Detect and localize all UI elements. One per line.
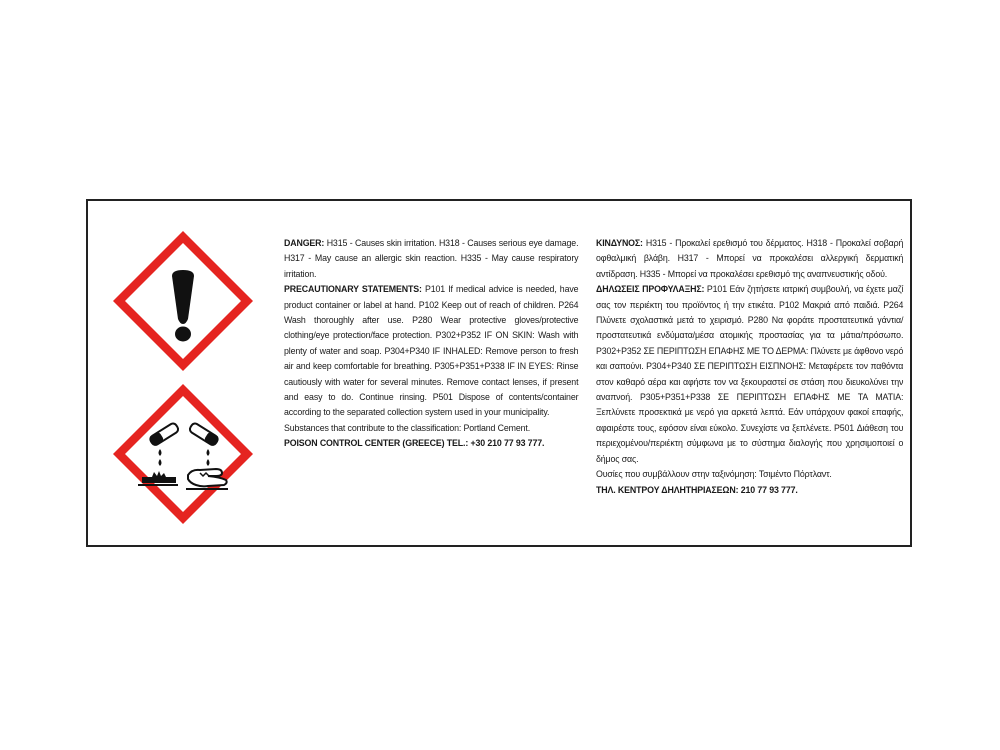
- precautionary-heading: PRECAUTIONARY STATEMENTS:: [284, 284, 422, 296]
- ghs-corrosion-pictogram: [108, 379, 258, 529]
- danger-text: H315 - Causes skin irritation. H318 - Causes serious eye damage. H317 - May cause an allergic skin reaction. H335 - May cause respiratory irritation.: [284, 238, 579, 280]
- poison-control-center: POISON CONTROL CENTER (GREECE) TEL.: +30 210 77 93 777.: [284, 438, 545, 450]
- danger-heading: DANGER:: [284, 238, 325, 249]
- precautionary-text: P101 If medical advice is needed, have product container or label at hand. P102 Keep out of reach of children. P264 Wash thoroughly after use. P280 Wear protective gloves/protective clothing/eye protection/face protection. P302+P352 IF ON SKIN: Wash with plenty of water and soap. P304+P340 IF INHALED: Remove person to fresh air and keep comfortable for breathing. P305+P351+P338 IF IN EYES: Rinse cautiously with water for several minutes. Remove contact lenses, if present and easy to do. Continue rinsing. P501 Dispose of contents/container according to the separated collection system used in your municipality.: [284, 284, 579, 419]
- ghs-exclamation-pictogram: [108, 226, 258, 376]
- substances-statement: Substances that contribute to the classification: Portland Cement.: [284, 422, 531, 434]
- danger-statement: [284, 236, 578, 282]
- danger-statement-greek: [596, 236, 903, 282]
- poison-control-center-greek: ΤΗΛ. ΚΕΝΤΡΟΥ ΔΗΛΗΤΗΡΙΑΣΕΩΝ: 210 77 93 777.: [596, 484, 798, 496]
- corrosion-icon: [108, 379, 258, 529]
- precautionary-statement-greek: [596, 282, 903, 467]
- english-text-column: [284, 236, 578, 452]
- exclamation-mark-icon: [108, 226, 258, 376]
- precautionary-text-greek: P101 Εάν ζητήσετε ιατρική συμβουλή, να έχετε μαζί σας τον περιέκτη του προϊόντος ή την ετικέτα. P102 Μακριά από παιδιά. P264 Πλύνετε σχολαστικά μετά το χειρισμό. P280 Να φοράτε προστατευτικά γάντια/προστατευτικά ενδύματα/μέσα ατομικής προστασίας για τα μάτια/πρόσωπο. P302+P352 ΣΕ ΠΕΡΙΠΤΩΣΗ ΕΠΑΦΗΣ ΜΕ ΤΟ ΔΕΡΜΑ: Πλύνετε με άφθονο νερό και σαπούνι. P304+P340 ΣΕ ΠΕΡΙΠΤΩΣΗ ΕΙΣΠΝΟΗΣ: Μεταφέρετε τον παθόντα στον καθαρό αέρα και αφήστε τον να ξεκουραστεί σε στάση που διευκολύνει την αναπνοή. P305+P351+P338 ΣΕ ΠΕΡΙΠΤΩΣΗ ΕΠΑΦΗΣ ΜΕ ΤΑ ΜΑΤΙΑ: Ξεπλύνετε προσεκτικά με νερό για αρκετά λεπτά. Εάν υπάρχουν φακοί επαφής, αφαιρέστε τους, εφόσον είναι εύκολο. Συνεχίστε να ξεπλένετε. P501 Διάθεση του περιεχομένου/περιέκτη σύμφωνα με το σύστημα διαλογής που χρησιμοποιεί ο δήμος σας.: [596, 284, 904, 465]
- greek-text-column: [596, 236, 903, 498]
- precautionary-heading-greek: ΔΗΛΩΣΕΙΣ ΠΡΟΦΥΛΑΞΗΣ:: [596, 284, 705, 296]
- precautionary-statement: [284, 282, 578, 421]
- danger-heading-greek: ΚΙΝΔΥΝΟΣ:: [596, 238, 643, 249]
- hazard-label: [86, 199, 912, 547]
- danger-text-greek: H315 - Προκαλεί ερεθισμό του δέρματος. H318 - Προκαλεί σοβαρή οφθαλμική βλάβη. H317 - Μπορεί να προκαλέσει αλλεργική δερματική αντίδραση. H335 - Μπορεί να προκαλέσει ερεθισμό της αναπνευστικής οδού.: [596, 238, 904, 280]
- substances-statement-greek: Ουσίες που συμβάλλουν στην ταξινόμηση: Τσιμέντο Πόρτλαντ.: [596, 469, 832, 481]
